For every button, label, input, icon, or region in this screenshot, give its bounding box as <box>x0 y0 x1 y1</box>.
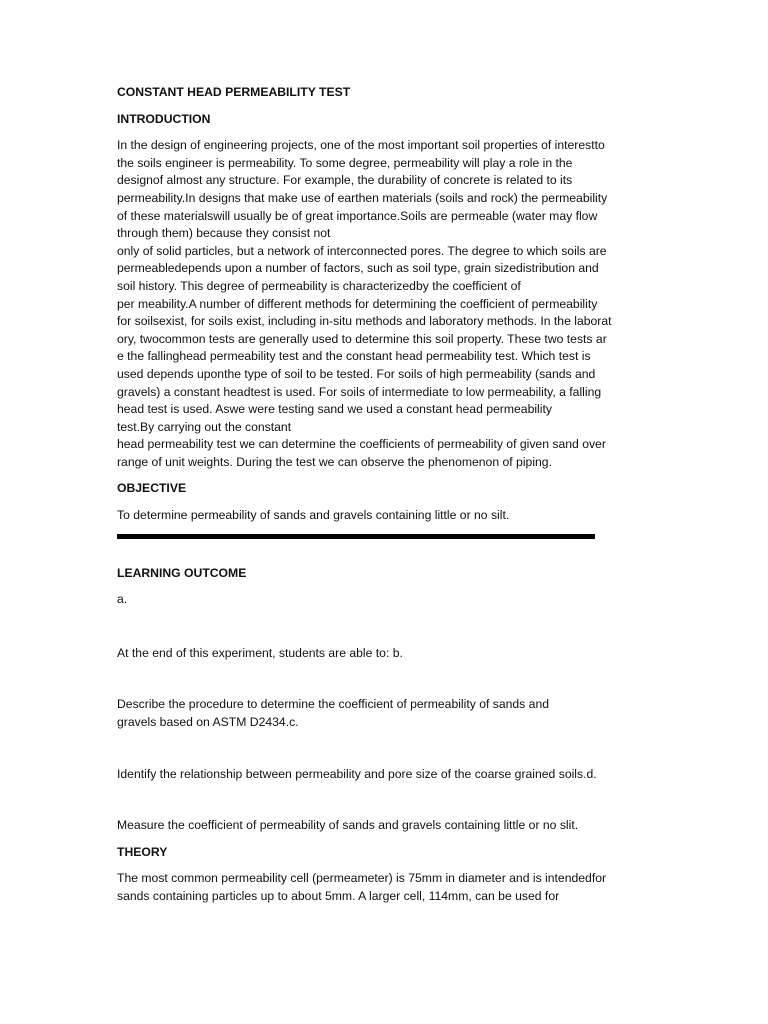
text-line: test.By carrying out the constant <box>117 419 292 434</box>
introduction-heading: INTRODUCTION <box>117 111 211 126</box>
text-line: soil history. This degree of permeability is characterizedby the coefficient of <box>117 278 521 293</box>
objective-text: To determine permeability of sands and gravels containing little or no silt. <box>117 508 510 523</box>
document-page <box>117 84 657 906</box>
learning-outcome-heading: LEARNING OUTCOME <box>117 565 247 580</box>
text-line: head permeability test we can determine the coefficients of permeability of given sand over <box>117 437 606 452</box>
text-line: designof almost any structure. For example, the durability of concrete is related to its <box>117 173 573 188</box>
theory-heading: THEORY <box>117 844 168 859</box>
objective-heading: OBJECTIVE <box>117 481 187 496</box>
text-line: gravels based on ASTM D2434.c. <box>117 715 299 730</box>
learning-outcome-intro: At the end of this experiment, students are able to: b. <box>117 645 403 660</box>
text-line: only of solid particles, but a network of interconnected pores. The degree to which soils are <box>117 243 607 258</box>
text-line: head test is used. Aswe were testing sand we used a constant head permeability <box>117 402 552 417</box>
text-line: permeability.In designs that make use of earthen materials (soils and rock) the permeability <box>117 190 608 205</box>
text-line: of these materialswill usually be of great importance.Soils are permeable (water may flow <box>117 208 598 223</box>
text-line: per meability.A number of different methods for determining the coefficient of permeability <box>117 296 598 311</box>
text-line: permeabledepends upon a number of factors, such as soil type, grain sizedistribution and <box>117 261 599 276</box>
horizontal-rule <box>117 534 595 539</box>
text-line: the soils engineer is permeability. To some degree, permeability will play a role in the <box>117 155 573 170</box>
learning-outcome-c: Identify the relationship between permeability and pore size of the coarse grained soils.d. <box>117 766 597 781</box>
text-line: for soilsexist, for soils exist, including in-situ methods and laboratory methods. In the laborat <box>117 314 612 329</box>
text-line: range of unit weights. During the test we can observe the phenomenon of piping. <box>117 454 552 469</box>
text-line: e the fallinghead permeability test and the constant head permeability test. Which test is <box>117 349 591 364</box>
theory-paragraph <box>117 870 657 905</box>
learning-outcome-b <box>117 696 657 731</box>
document-title: CONSTANT HEAD PERMEABILITY TEST <box>117 85 351 99</box>
text-line: In the design of engineering projects, one of the most important soil properties of interestto <box>117 138 605 153</box>
text-line: ory, twocommon tests are generally used to determine this soil property. These two tests ar <box>117 331 607 346</box>
learning-outcome-d: Measure the coefficient of permeability of sands and gravels containing little or no slit. <box>117 818 579 833</box>
text-line: used depends uponthe type of soil to be tested. For soils of high permeability (sands and <box>117 366 596 381</box>
text-line: The most common permeability cell (permeameter) is 75mm in diameter and is intendedfor <box>117 871 607 886</box>
text-line: sands containing particles up to about 5mm. A larger cell, 114mm, can be used for <box>117 889 560 903</box>
text-line: through them) because they consist not <box>117 226 331 241</box>
text-line: Describe the procedure to determine the coefficient of permeability of sands and <box>117 697 550 712</box>
introduction-paragraph <box>117 137 657 471</box>
learning-outcome-a: a. <box>117 592 128 607</box>
text-line: gravels) a constant headtest is used. For soils of intermediate to low permeability, a falling <box>117 384 602 399</box>
